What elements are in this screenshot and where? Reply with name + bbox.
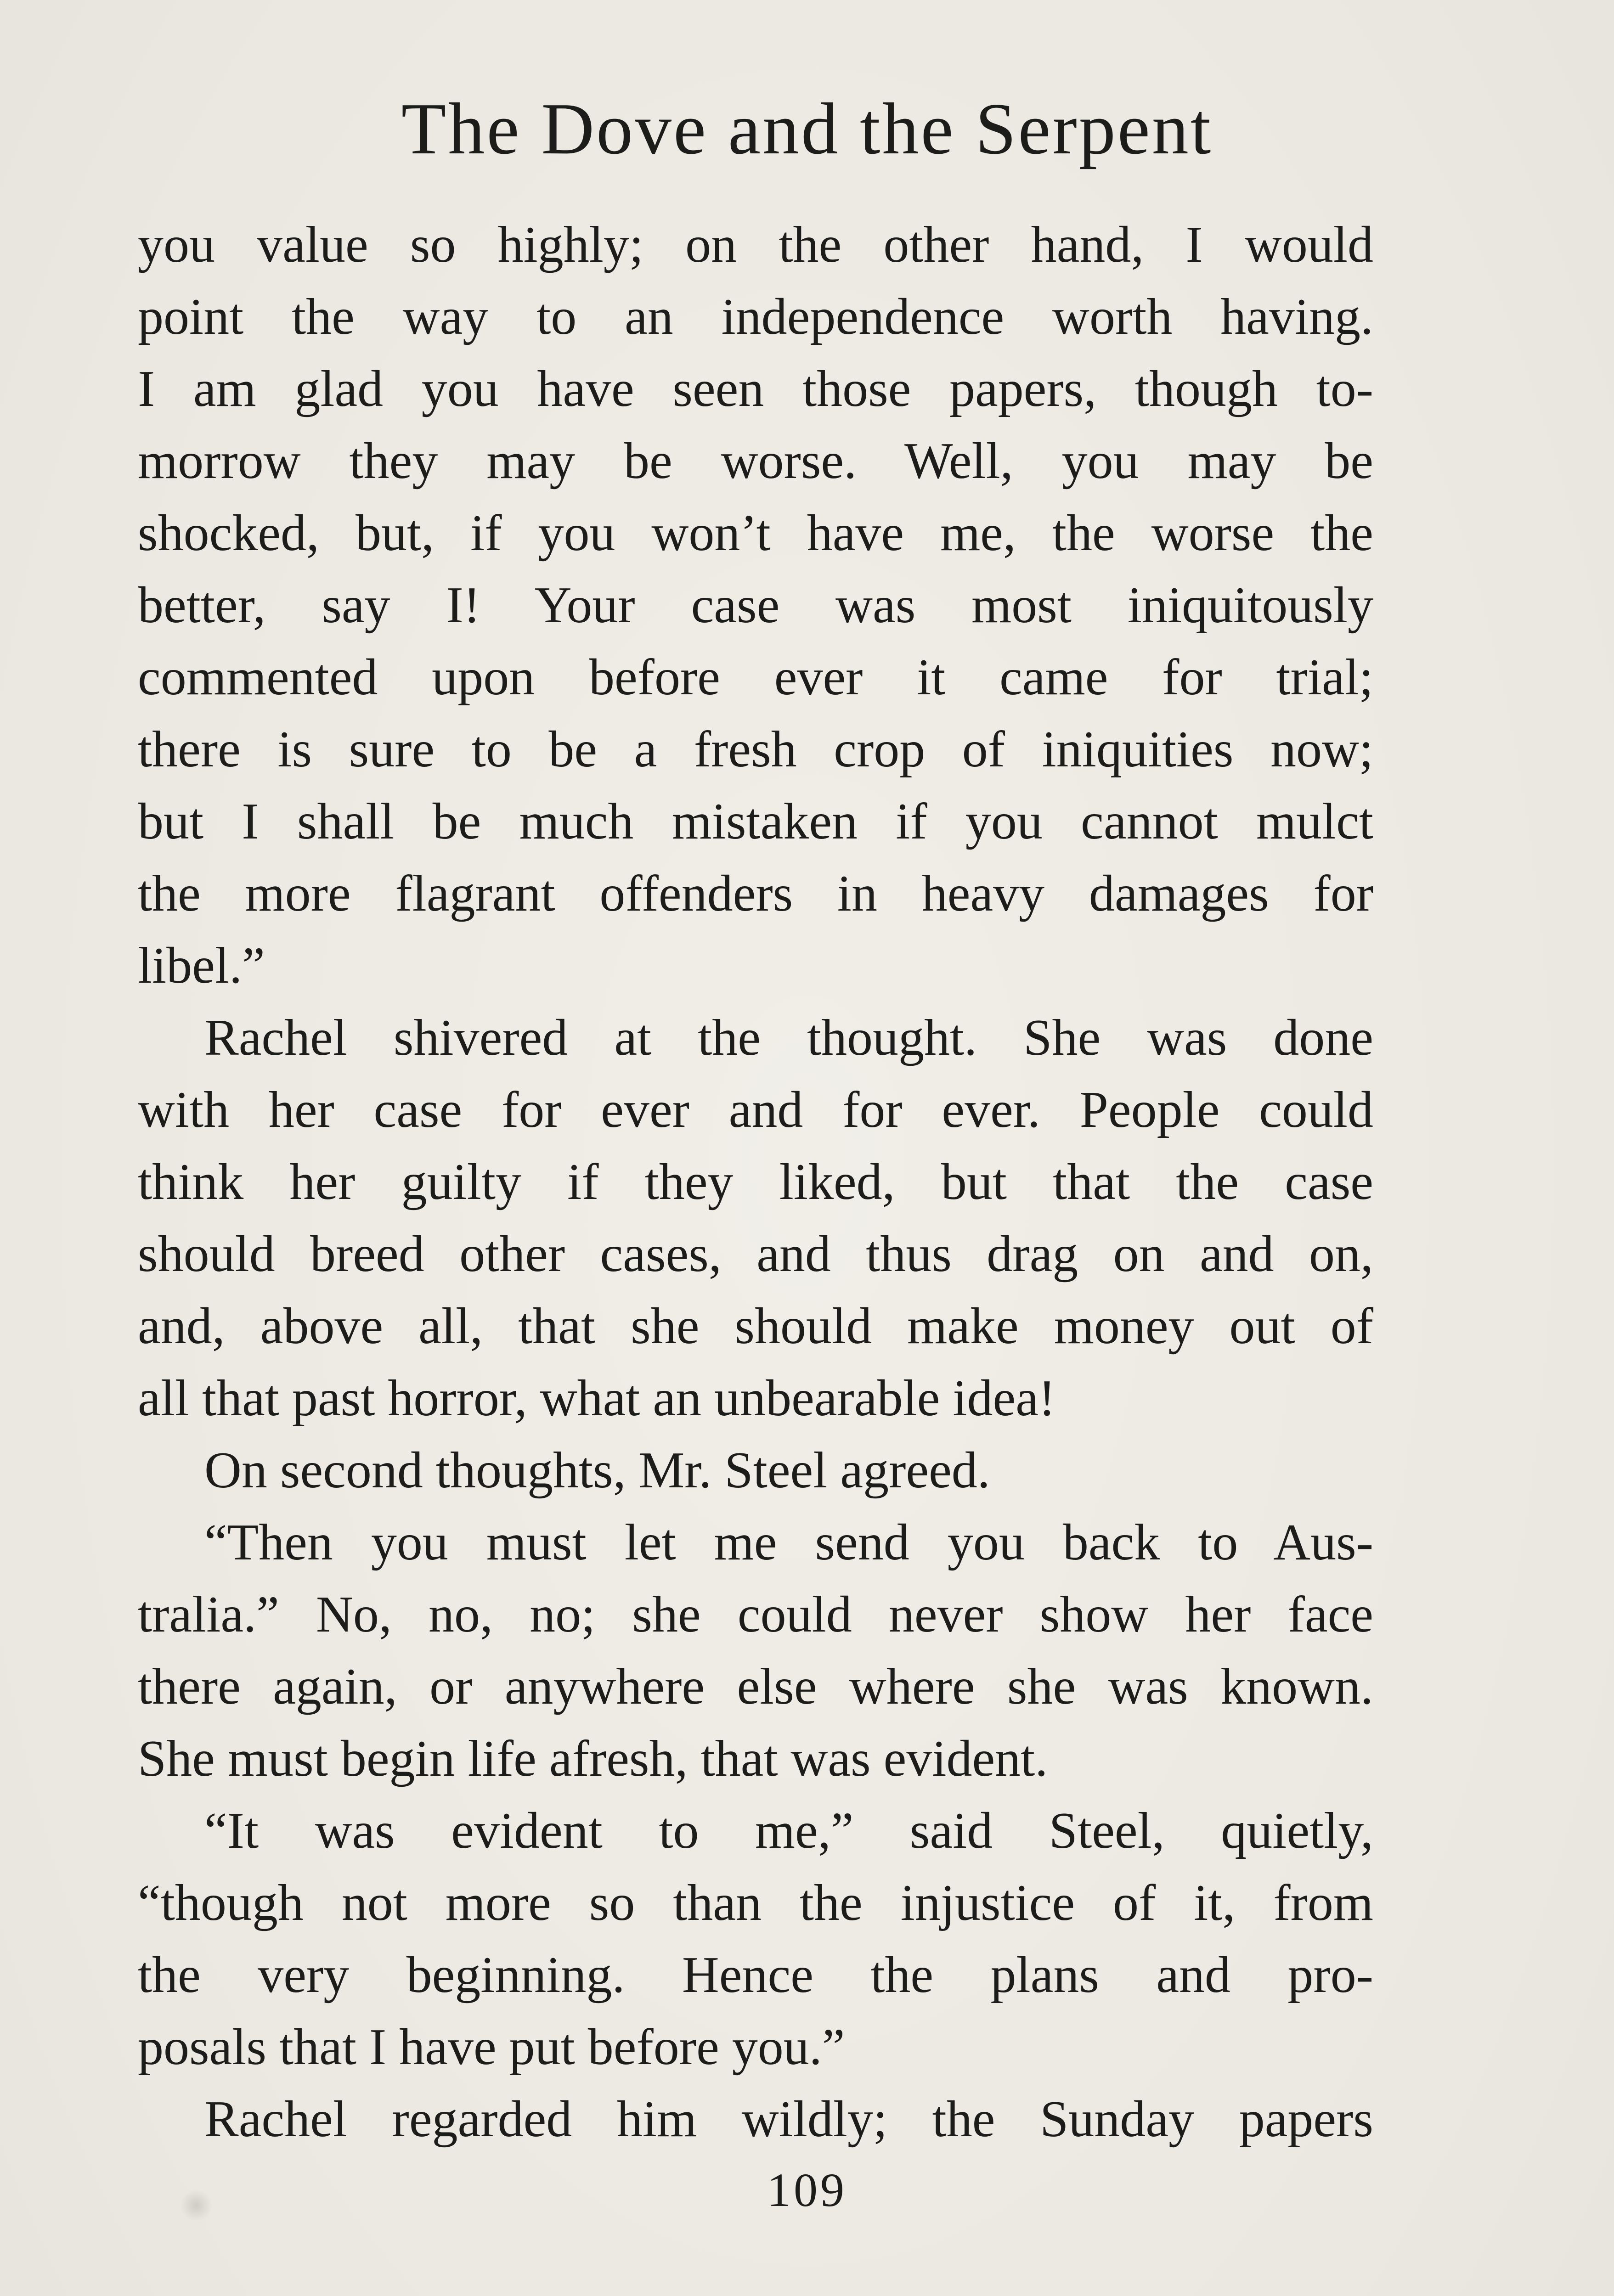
text-line: the more flagrant offenders in heavy damages for bbox=[138, 865, 1373, 922]
text-line: better, say I! Your case was most iniquitously bbox=[138, 577, 1373, 634]
text-line: shocked, but, if you won’t have me, the worse the bbox=[138, 505, 1373, 562]
text-line: and, above all, that she should make money out of bbox=[138, 1298, 1373, 1355]
text-line: “Then you must let me send you back to Aus- bbox=[204, 1514, 1373, 1571]
text-line: Rachel regarded him wildly; the Sunday papers bbox=[204, 2091, 1373, 2148]
text-line: She must begin life afresh, that was evident. bbox=[138, 1730, 1048, 1787]
text-line: should breed other cases, and thus drag on and on, bbox=[138, 1226, 1373, 1283]
body-text bbox=[138, 209, 1373, 2155]
text-line: commented upon before ever it came for trial; bbox=[138, 649, 1373, 706]
running-head: The Dove and the Serpent bbox=[401, 88, 1213, 169]
text-line: On second thoughts, Mr. Steel agreed. bbox=[204, 1442, 990, 1499]
text-line: tralia.” No, no, no; she could never show her face bbox=[138, 1586, 1373, 1643]
text-line: point the way to an independence worth having. bbox=[138, 288, 1373, 345]
text-line: you value so highly; on the other hand, I would bbox=[138, 216, 1373, 273]
text-line: libel.” bbox=[138, 937, 265, 994]
text-line: posals that I have put before you.” bbox=[138, 2019, 845, 2076]
text-line: all that past horror, what an unbearable idea! bbox=[138, 1370, 1056, 1427]
text-line: think her guilty if they liked, but that the case bbox=[138, 1154, 1373, 1210]
text-line: there is sure to be a fresh crop of iniquities now; bbox=[138, 721, 1373, 778]
text-line: Rachel shivered at the thought. She was done bbox=[204, 1009, 1373, 1066]
text-line: but I shall be much mistaken if you cannot mulct bbox=[138, 793, 1373, 850]
text-line: there again, or anywhere else where she was known. bbox=[138, 1658, 1373, 1715]
text-line: the very beginning. Hence the plans and pro- bbox=[138, 1947, 1373, 2003]
text-line: “though not more so than the injustice of it, from bbox=[138, 1874, 1373, 1931]
text-line: with her case for ever and for ever. People could bbox=[138, 1081, 1373, 1138]
text-line: morrow they may be worse. Well, you may be bbox=[138, 433, 1373, 490]
text-line: I am glad you have seen those papers, though to- bbox=[138, 360, 1373, 417]
page-number: 109 bbox=[767, 2164, 847, 2217]
text-line: “It was evident to me,” said Steel, quietly, bbox=[204, 1802, 1373, 1859]
